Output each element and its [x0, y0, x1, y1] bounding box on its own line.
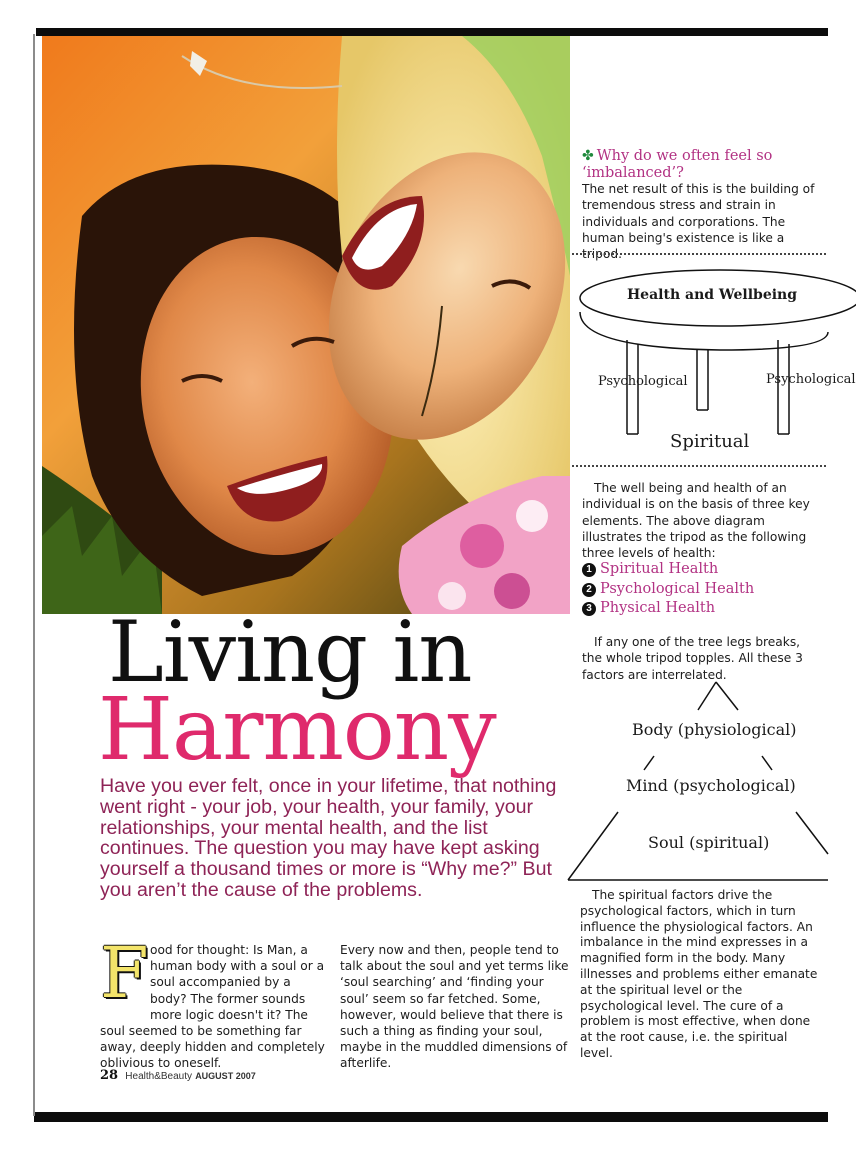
article-column-2: Every now and then, people tend to talk about the soul and yet terms like ‘soul searching’ and ‘finding your soul’ seem so far fetched. Some, however, would believe that there is such a thing as finding your soul, maybe in the muddled dimensions of afterlife. — [340, 943, 569, 1071]
article-photo — [42, 36, 570, 614]
article-intro: Have you ever felt, once in your lifetime, that nothing went right - your job, your health, your family, your relationships, your mental health, and the list continues. The question you may have kept asking yourself a thousand times or more is “Why me?” But you aren’t the cause of the problems. — [100, 775, 557, 901]
sidebar-question-heading — [582, 148, 822, 182]
list-item-label: Physical Health — [600, 600, 716, 616]
publication-name: Health&Beauty — [125, 1071, 192, 1082]
scan-bottom-border — [34, 1112, 828, 1122]
list-item-label: Spiritual Health — [600, 561, 719, 577]
sidebar-question-body: The net result of this is the building of tremendous stress and strain in individuals and corporations. The human being's existence is like a tripod. — [582, 182, 815, 262]
page-footer — [100, 1068, 256, 1083]
tripod-note-paragraph: If any one of the tree legs breaks, the whole tripod topples. All these 3 factors are interrelated. — [582, 635, 803, 682]
article-title-line2: Harmony — [98, 680, 496, 780]
list-item — [582, 580, 822, 600]
list-item — [582, 560, 822, 580]
dotted-divider — [572, 253, 826, 255]
page-number: 28 — [100, 1068, 119, 1083]
drop-cap: F — [100, 932, 149, 1014]
tripod-base-label: Spiritual — [670, 431, 750, 452]
elements-paragraph: The well being and health of an individual is on the basis of three key elements. The above diagram illustrates the tripod as the following three levels of health: — [582, 481, 810, 561]
tripod-top-label: Health and Wellbeing — [626, 287, 798, 303]
tripod-right-leg-label: Psychological — [766, 372, 856, 387]
tripod-leg-center — [697, 350, 708, 410]
issue-date: AUGUST 2007 — [195, 1071, 256, 1081]
number-badge: 2 — [582, 583, 596, 597]
article-column-1 — [100, 932, 328, 1072]
sidebar-question-heading-text: Why do we often feel so ‘imbalanced’? — [582, 148, 773, 181]
page-left-edge — [33, 34, 35, 1116]
triangle-top-label: Body (physiological) — [632, 720, 797, 739]
triangle-middle-label: Mind (psychological) — [626, 776, 796, 795]
number-badge: 1 — [582, 563, 596, 577]
article-title-line1: Living in — [108, 603, 472, 701]
clover-icon: ✤ — [582, 148, 594, 164]
column-1-text: ood for thought: Is Man, a human body with a soul or a soul accompanied by a body? The former sounds more logic doesn't it? The soul seemed to be something far away, deeply hidden and completely oblivious to oneself. — [100, 943, 325, 1071]
spiritual-factors-paragraph: The spiritual factors drive the psychological factors, which in turn influence the physiological factors. An imbalance in the mind expresses in a magnified form in the body. Many illnesses and problems either emanate at the spiritual level or the psychological level. The cure of a problem is most effective, when done at the root cause, i.e. the spiritual level. — [580, 888, 818, 1060]
number-badge: 3 — [582, 602, 596, 616]
list-item — [582, 599, 822, 619]
dotted-divider — [572, 465, 826, 467]
health-levels-list — [582, 560, 822, 619]
scan-top-border — [36, 28, 828, 36]
triangle-bottom-label: Soul (spiritual) — [648, 833, 770, 852]
tripod-left-leg-label: Psychological — [598, 374, 688, 389]
tripod-leg-right — [778, 340, 789, 434]
list-item-label: Psychological Health — [600, 580, 755, 597]
